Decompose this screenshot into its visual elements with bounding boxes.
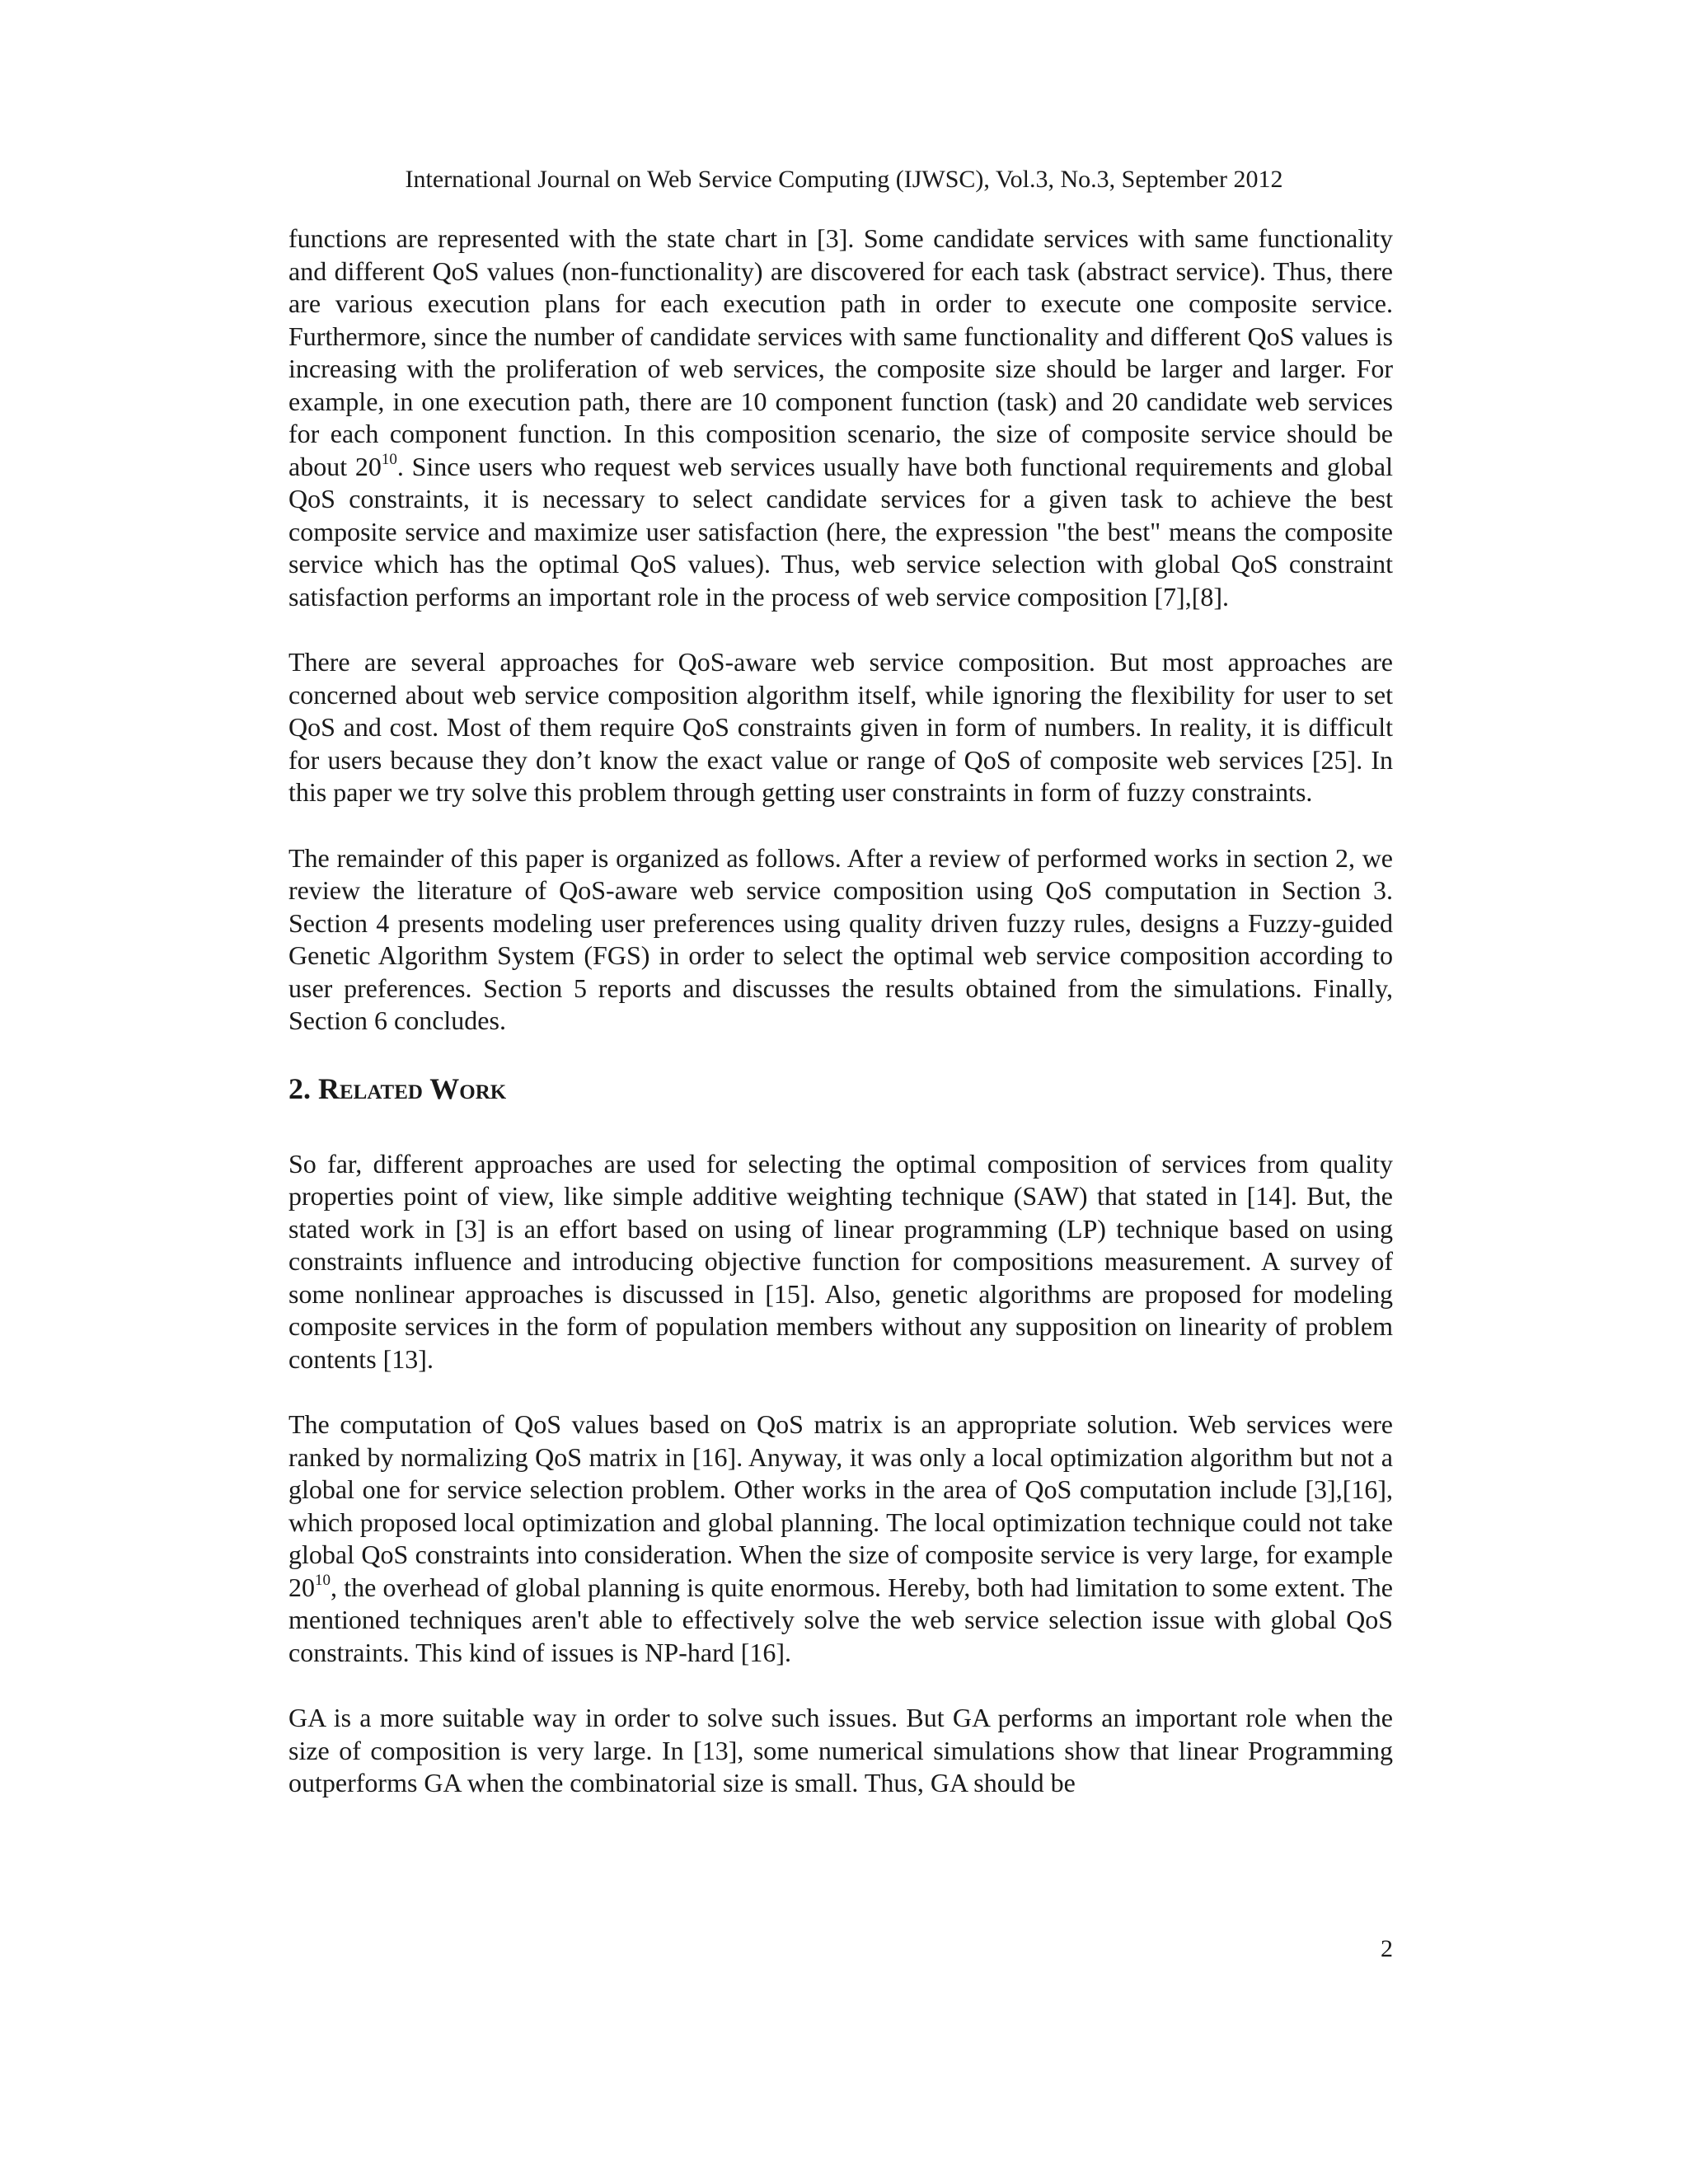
paragraph-related-approaches: So far, different approaches are used for selecting the optimal composition of services from quality properties point of view, like simple additive weighting technique (SAW) that stated in [14]. But, the stated work in [3] is an effort based on using of linear programming (LP) technique based on using constraints influence and introducing objective function for compositions measurement. A survey of some nonlinear approaches is discussed in [15]. Also, genetic algorithms are proposed for modeling composite services in the form of population members without any supposition on linearity of problem contents [13]. xyxy=(288,1148,1393,1374)
section-heading-related-work xyxy=(288,1071,1393,1107)
paragraph-qos-approaches: There are several approaches for QoS-aware web service composition. But most approaches are concerned about web service composition algorithm itself, while ignoring the flexibility for user to set QoS and cost. Most of them require QoS constraints given in form of numbers. In reality, it is difficult for users because they don’t know the exact value or range of QoS of composite web services [25]. In this paper we try solve this problem through getting user constraints in form of fuzzy constraints. xyxy=(288,647,1393,807)
paragraph-text: , the overhead of global planning is quite enormous. Hereby, both had limitation to some extent. The mentioned techniques aren't able to effectively solve the web service selection issue with global QoS constraints. This kind of issues is NP-hard [16]. xyxy=(288,1572,1393,1667)
section-title: Related Work xyxy=(318,1071,507,1105)
power-base: 20 xyxy=(354,451,382,481)
paragraph-qos-computation xyxy=(288,1408,1393,1669)
page-body xyxy=(288,223,1393,1833)
section-number: 2. xyxy=(288,1071,318,1105)
paragraph-text: The computation of QoS values based on QoS matrix is an appropriate solution. Web services were ranked by normalizing QoS matrix in [16]. Anyway, it was only a local optimization algorithm but not a global one for service selection problem. Other works in the area of QoS computation include [3],[16], which proposed local optimization and global planning. The local optimization technique could not take global QoS constraints into consideration. When the size of composite service is very large, for example xyxy=(288,1409,1393,1569)
paragraph-composition-intro xyxy=(288,223,1393,613)
page-number: 2 xyxy=(1381,1935,1393,1962)
paragraph-text: functions are represented with the state chart in [3]. Some candidate services with same functionality and different QoS values (non-functionality) are discovered for each task (abstract service). Thus, there are various execution plans for each execution path in order to execute one composite service. Furthermore, since the number of candidate services with same functionality and different QoS values is increasing with the proliferation of web services, the composite size should be larger and larger. For example, in one execution path, there are 10 component function (task) and 20 candidate web services for each component function. In this composition scenario, the size of composite service should be about xyxy=(288,223,1393,481)
power-exponent: 10 xyxy=(381,450,397,468)
power-exponent: 10 xyxy=(315,1571,331,1589)
running-header: International Journal on Web Service Computing (IJWSC), Vol.3, No.3, September 2012 xyxy=(405,166,1283,193)
paragraph-text: . Since users who request web services usually have both functional requirements and global QoS constraints, it is necessary to select candidate services for a given task to achieve the best composite service and maximize user satisfaction (here, the expression "the best" means the composite service which has the optimal QoS values). Thus, web service selection with global QoS constraint satisfaction performs an important role in the process of web service composition [7],[8]. xyxy=(288,451,1394,612)
paragraph-ga-suitability: GA is a more suitable way in order to solve such issues. But GA performs an important role when the size of composition is very large. In [13], some numerical simulations show that linear Programming outperforms GA when the combinatorial size is small. Thus, GA should be xyxy=(288,1703,1393,1797)
power-base: 20 xyxy=(288,1572,315,1602)
paragraph-paper-organization: The remainder of this paper is organized as follows. After a review of performed works in section 2, we review the literature of QoS-aware web service composition using QoS computation in Section 3. Section 4 presents modeling user preferences using quality driven fuzzy rules, designs a Fuzzy-guided Genetic Algorithm System (FGS) in order to select the optimal web service composition according to user preferences. Section 5 reports and discusses the results obtained from the simulations. Finally, Section 6 concludes. xyxy=(288,842,1393,1035)
